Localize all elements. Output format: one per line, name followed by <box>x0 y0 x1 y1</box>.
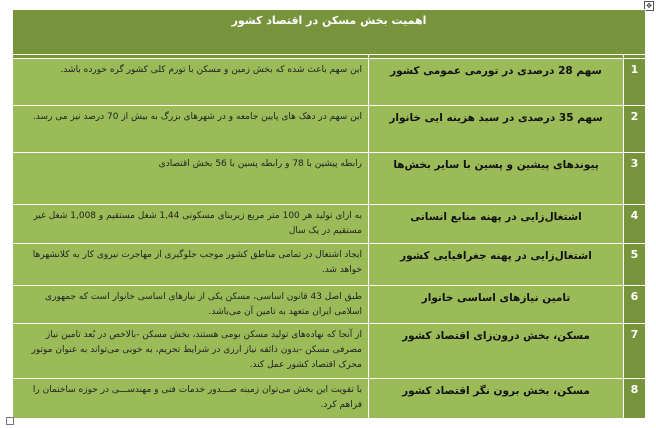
row-topic: سهم 28 درصدی در تورمی عمومی کشور <box>369 59 624 106</box>
row-description: رابطه پیشین با 78 و رابطه پسین با 56 بخش اقتصادی <box>13 153 369 205</box>
row-number: 5 <box>624 244 646 286</box>
row-number: 6 <box>624 286 646 324</box>
table-row <box>13 153 646 205</box>
row-topic: پیوندهای پیشین و پسین با سایر بخش‌ها <box>369 153 624 205</box>
row-description: به ازای تولید هر 100 متر مربع زیربنای مسکونی 1,44 شغل مستقیم و 1,008 شغل غیر مستقیم در یک سال <box>13 205 369 244</box>
row-topic: مسکن، بخش برون نگر اقتصاد کشور <box>369 379 624 419</box>
row-number: 3 <box>624 153 646 205</box>
table-row <box>13 205 646 244</box>
title-row <box>13 10 646 55</box>
table-row <box>13 106 646 153</box>
row-description: با تقویت این بخش می‌توان زمینه صـــدور خدمات فنی و مهندســـی در حوزه ساختمان را فراهم کرد. <box>13 379 369 419</box>
row-topic: اشتغال‌زایی در پهنه جغرافیایی کشور <box>369 244 624 286</box>
row-number: 4 <box>624 205 646 244</box>
table-row <box>13 244 646 286</box>
row-description: از آنجا که نهاده‌های تولید مسکن بومی هستند، بخش مسکن -بالاخص در بُعد تامین نیاز مصرفی مسکن -بدون ذائقه نیاز ارزی در شرایط تحریم، به خوبی می‌تواند به عنوان موتور محرک اقتصاد کشور عمل کند. <box>13 324 369 379</box>
housing-importance-table <box>12 9 646 419</box>
row-number: 8 <box>624 379 646 419</box>
row-topic: سهم 35 درصدی در سبد هزینه ایی خانوار <box>369 106 624 153</box>
row-number: 1 <box>624 59 646 106</box>
row-description: ایجاد اشتغال در تمامی مناطق کشور موجب جلوگیری از مهاجرت نیروی کار به کلانشهرها خواهد شد. <box>13 244 369 286</box>
table-row <box>13 286 646 324</box>
row-topic: اشتغال‌زایی در پهنه منابع انسانی <box>369 205 624 244</box>
table-title: اهمیت بخش مسکن در اقتصاد کشور <box>13 10 646 55</box>
row-number: 2 <box>624 106 646 153</box>
table-row <box>13 324 646 379</box>
row-description: این سهم باعث شده که بخش زمین و مسکن با تورم کلی کشور گره خورده باشد. <box>13 59 369 106</box>
row-description: طبق اصل 43 قانون اساسی، مسکن یکی از نیازهای اساسی خانوار است که جمهوری اسلامی ایران متعهد به تامین آن می‌باشد. <box>13 286 369 324</box>
table-resize-handle[interactable] <box>6 417 14 425</box>
row-topic: تامین نیازهای اساسی خانوار <box>369 286 624 324</box>
table-move-handle[interactable]: ✥ <box>644 1 654 11</box>
row-description: این سهم در دهک های پایین جامعه و در شهرهای بزرگ به بیش از 70 درصد نیز می رسد. <box>13 106 369 153</box>
table-row <box>13 59 646 106</box>
row-number: 7 <box>624 324 646 379</box>
row-topic: مسکن، بخش درون‌زای اقتصاد کشور <box>369 324 624 379</box>
table-row <box>13 379 646 419</box>
